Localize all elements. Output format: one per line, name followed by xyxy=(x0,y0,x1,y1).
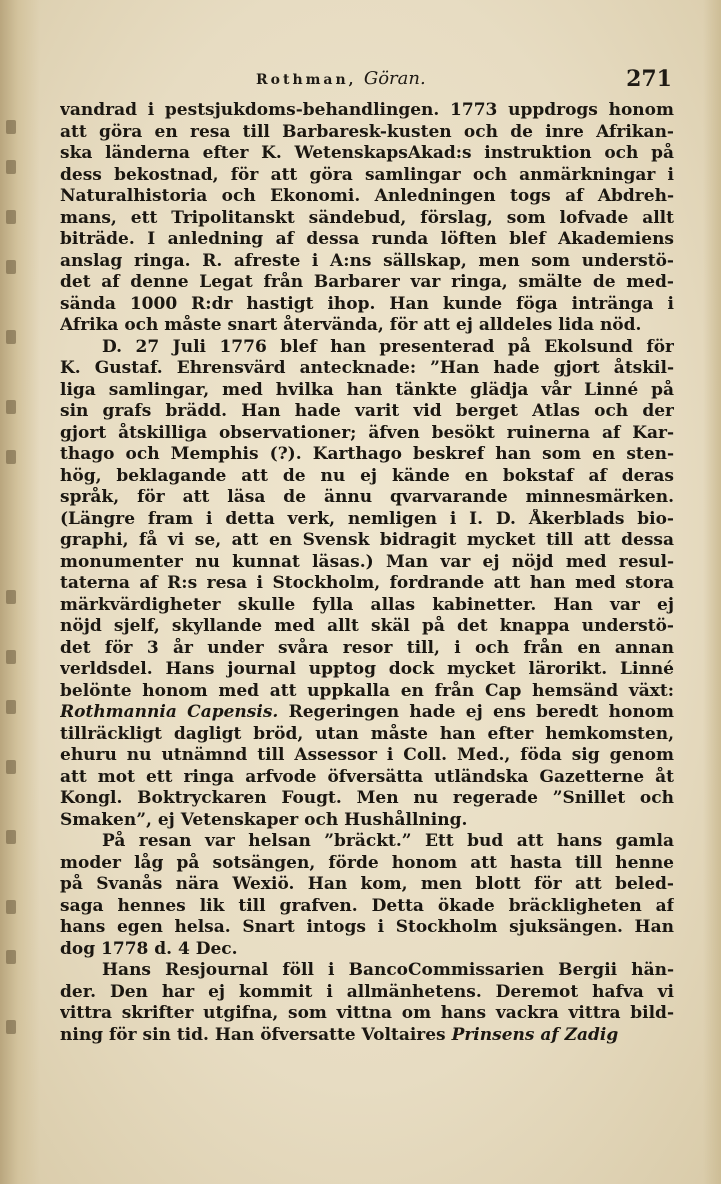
line-text: graphi, få vi se, att en Svensk bidragit mycket till att dessa xyxy=(60,530,674,550)
running-head xyxy=(256,68,426,89)
text-line xyxy=(60,208,674,230)
line-text: att mot ett ringa arfvode öfversätta utländska Gazetterne åt xyxy=(60,766,674,787)
page-edge-shadow xyxy=(703,0,721,1184)
italic-text: Prinsens af Zadig xyxy=(451,1024,619,1045)
text-line xyxy=(60,229,674,251)
text-line xyxy=(60,1025,674,1047)
line-text: monumenter nu kunnat läsas.) Man var ej nöjd med resul- xyxy=(60,551,674,572)
italic-text: Rothmannia Capensis. xyxy=(60,702,279,722)
text-line xyxy=(60,186,674,208)
line-text: dess bekostnad, för att göra samlingar och anmärkningar i xyxy=(60,164,674,185)
line-text: moder låg på sotsängen, förde honom att hasta till henne xyxy=(60,852,674,873)
line-text: ning för sin tid. Han öfversatte Voltaires xyxy=(60,1024,452,1045)
line-text: D. 27 Juli 1776 blef han presenterad på Ekolsund för xyxy=(102,336,674,357)
line-text: biträde. I anledning af dessa runda löften blef Akademiens xyxy=(60,229,674,249)
text-line xyxy=(60,530,674,552)
line-text: liga samlingar, med hvilka han tänkte glädja vår Linné på xyxy=(60,379,674,400)
bleed-through-mark xyxy=(6,160,16,174)
text-line xyxy=(60,917,674,939)
text-line xyxy=(60,401,674,423)
text-line xyxy=(60,595,674,617)
bleed-through-mark xyxy=(6,1020,16,1034)
text-line xyxy=(60,337,674,359)
text-line xyxy=(60,272,674,294)
bleed-through-mark xyxy=(6,830,16,844)
text-line xyxy=(60,853,674,875)
line-text: tillräckligt dagligt bröd, utan måste han efter hemkomsten, xyxy=(60,723,674,744)
line-text: ska länderna efter K. WetenskapsAkad:s instruktion och på xyxy=(60,143,674,163)
line-text: vittra skrifter utgifna, som vittna om hans vackra vittra bild- xyxy=(60,1003,674,1023)
bleed-through-mark xyxy=(6,210,16,224)
text-line xyxy=(60,509,674,531)
bleed-through-mark xyxy=(6,260,16,274)
line-text: att göra en resa till Barbaresk-kusten och de inre Afrikan- xyxy=(60,121,674,142)
line-text: hans egen helsa. Snart intogs i Stockholm sjuksängen. Han xyxy=(60,917,674,937)
text-line xyxy=(60,767,674,789)
text-line xyxy=(60,745,674,767)
line-text: Hans Resjournal föll i BancoCommissarien Bergii hän- xyxy=(102,960,674,980)
text-line xyxy=(60,380,674,402)
text-line xyxy=(60,638,674,660)
page-number: 271 xyxy=(626,66,672,92)
text-line xyxy=(60,122,674,144)
line-text: ehuru nu utnämnd till Assessor i Coll. Med., föda sig genom xyxy=(60,745,674,765)
line-text: På resan var helsan ”bräckt.” Ett bud att hans gamla xyxy=(102,831,674,851)
line-text: saga hennes lik till grafven. Detta ökade bräckligheten af xyxy=(60,895,674,916)
text-line xyxy=(60,552,674,574)
line-text: Regeringen hade ej ens beredt honom xyxy=(278,702,674,722)
bleed-through-mark xyxy=(6,950,16,964)
line-text: belönte honom med att uppkalla en från Cap hemsänd växt: xyxy=(60,680,674,701)
page-header xyxy=(60,66,672,96)
bleed-through-mark xyxy=(6,760,16,774)
body-text xyxy=(60,100,674,1046)
line-text: (Längre fram i detta verk, nemligen i I. D. Åkerblads bio- xyxy=(60,508,674,529)
text-line xyxy=(60,810,674,832)
line-text: der. Den har ej kommit i allmänhetens. Deremot hafva vi xyxy=(60,981,674,1002)
line-text: Afrika och måste snart återvända, för att ej alldeles lida nöd. xyxy=(60,315,642,335)
text-line xyxy=(60,702,674,724)
line-text: Naturalhistoria och Ekonomi. Anledningen togs af Abdreh- xyxy=(60,186,674,206)
line-text: vandrad i pestsjukdoms-behandlingen. 1773 uppdrogs honom xyxy=(60,100,674,120)
text-line xyxy=(60,315,674,337)
line-text: verldsdel. Hans journal upptog dock mycket lärorikt. Linné xyxy=(60,659,674,679)
text-line xyxy=(60,100,674,122)
text-line xyxy=(60,487,674,509)
text-line xyxy=(60,681,674,703)
bleed-through-mark xyxy=(6,120,16,134)
bleed-through-mark xyxy=(6,330,16,344)
line-text: Smaken”, ej Vetenskaper och Hushållning. xyxy=(60,809,468,830)
text-line xyxy=(60,444,674,466)
bleed-through-mark xyxy=(6,450,16,464)
text-line xyxy=(60,896,674,918)
text-line xyxy=(60,788,674,810)
text-line xyxy=(60,466,674,488)
text-line xyxy=(60,143,674,165)
text-line xyxy=(60,616,674,638)
text-line xyxy=(60,659,674,681)
bleed-through-mark xyxy=(6,590,16,604)
line-text: hög, beklagande att de nu ej kände en bokstaf af deras xyxy=(60,465,674,486)
bleed-through-mark xyxy=(6,900,16,914)
bleed-through-mark xyxy=(6,400,16,414)
line-text: på Svanås nära Wexiö. Han kom, men blott för att beled- xyxy=(60,874,674,894)
text-line xyxy=(60,165,674,187)
text-line xyxy=(60,874,674,896)
running-head-given-name: Göran. xyxy=(363,68,426,89)
line-text: Kongl. Boktryckaren Fougt. Men nu regerade ”Snillet och xyxy=(60,788,674,808)
line-text: K. Gustaf. Ehrensvärd antecknade: ”Han hade gjort åtskil- xyxy=(60,358,674,378)
text-line xyxy=(60,831,674,853)
text-line xyxy=(60,251,674,273)
bleed-through-mark xyxy=(6,700,16,714)
line-text: sända 1000 R:dr hastigt ihop. Han kunde föga intränga i xyxy=(60,293,674,314)
line-text: nöjd sjelf, skyllande med allt skäl på det knappa understö- xyxy=(60,616,674,636)
line-text: taterna af R:s resa i Stockholm, fordrande att han med stora xyxy=(60,573,674,593)
line-text: det af denne Legat från Barbarer var ringa, smälte de med- xyxy=(60,272,674,292)
text-line xyxy=(60,939,674,961)
text-line xyxy=(60,724,674,746)
text-line xyxy=(60,294,674,316)
text-line xyxy=(60,358,674,380)
line-text: anslag ringa. R. afreste i A:ns sällskap, men som understö- xyxy=(60,250,674,271)
text-line xyxy=(60,1003,674,1025)
text-line xyxy=(60,423,674,445)
bleed-through-mark xyxy=(6,650,16,664)
text-line xyxy=(60,573,674,595)
line-text: språk, för att läsa de ännu qvarvarande minnesmärken. xyxy=(60,487,674,507)
line-text: märkvärdigheter skulle fylla allas kabinetter. Han var ej xyxy=(60,594,674,615)
line-text: gjort åtskilliga observationer; äfven besökt ruinerna af Kar- xyxy=(60,422,674,443)
line-text: thago och Memphis (?). Karthago beskref han som en sten- xyxy=(60,444,674,464)
line-text: sin grafs brädd. Han hade varit vid berget Atlas och der xyxy=(60,401,674,421)
text-line xyxy=(60,982,674,1004)
text-line xyxy=(60,960,674,982)
line-text: det för 3 år under svåra resor till, i och från en annan xyxy=(60,637,674,658)
line-text: mans, ett Tripolitanskt sändebud, förslag, som lofvade allt xyxy=(60,207,674,228)
line-text: dog 1778 d. 4 Dec. xyxy=(60,938,238,959)
running-head-surname: Rothman, xyxy=(256,72,357,88)
binding-gutter xyxy=(0,0,40,1184)
